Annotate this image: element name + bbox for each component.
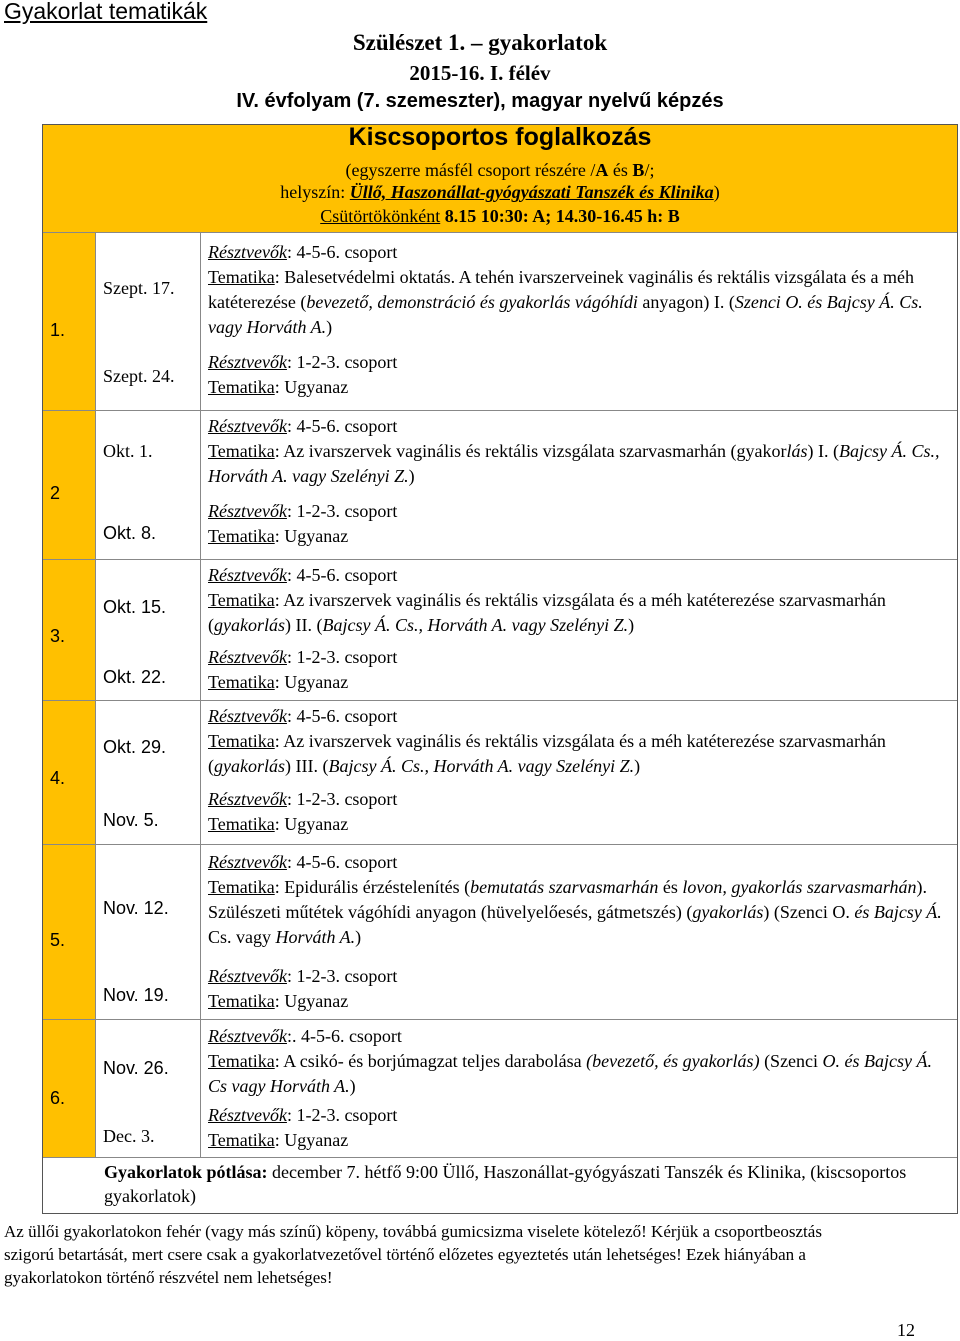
session-entry: Résztvevők: 1-2-3. csoport Tematika: Ugyanaz (208, 789, 398, 834)
session-entry: Résztvevők: 1-2-3. csoport Tematika: Ugyanaz (208, 1105, 398, 1150)
page-number: 12 (897, 1320, 915, 1340)
banner-location-line: helyszín: Üllő, Haszonállat-gyógyászati Tanszék és Klinika) (280, 182, 720, 202)
row-divider (43, 1019, 957, 1020)
week-number: 1. (50, 320, 66, 340)
session-date: Okt. 29. (103, 737, 167, 757)
banner-title: Kiscsoportos foglalkozás (348, 123, 652, 151)
session-date: Nov. 12. (103, 898, 169, 918)
session-entry: Résztvevők: 4-5-6. csoport Tematika: Az ivarszervek vaginális és rektális vizsgálata és a méh katéterezése szarvasmarhán (gyakorlás) III. (Bajcsy Á. Cs., Horváth A. vagy Szelényi Z.) (208, 706, 886, 776)
session-date: Okt. 8. (103, 523, 157, 543)
session-entry: Résztvevők:. 4-5-6. csoport Tematika: A csikó- és borjúmagzat teljes darabolása (bevezető, és gyakorlás) (Szenci O. és Bajcsy Á. Cs vagy Horváth A.) (208, 1026, 933, 1096)
session-date: Nov. 19. (103, 985, 169, 1005)
session-date: Dec. 3. (103, 1126, 155, 1146)
session-entry: Résztvevők: 4-5-6. csoport Tematika: Az ivarszervek vaginális és rektális vizsgálata és a méh katéterezése szarvasmarhán (gyakorlás) II. (Bajcsy Á. Cs., Horváth A. vagy Szelényi Z.) (208, 565, 886, 635)
session-date: Nov. 26. (103, 1058, 169, 1078)
session-entry: Résztvevők: 4-5-6. csoport Tematika: Az ivarszervek vaginális és rektális vizsgálata szarvasmarhán (gyakorlás) I. (Bajcsy Á. Cs., Horváth A. vagy Szelényi Z.) (208, 416, 940, 486)
session-date: Okt. 22. (103, 667, 167, 687)
row-divider (43, 1157, 957, 1158)
session-date: Szept. 24. (103, 366, 175, 386)
session-date: Okt. 15. (103, 597, 167, 617)
session-entry: Résztvevők: 1-2-3. csoport Tematika: Ugyanaz (208, 352, 398, 397)
banner-time-line: Csütörtökönként 8.15 10:30: A; 14.30-16.45 h: B (320, 206, 680, 226)
course-title: Szülészet 1. – gyakorlatok (352, 30, 608, 55)
banner-groups-line: (egyszerre másfél csoport részére /A és B/; (345, 160, 655, 180)
session-date: Okt. 1. (103, 441, 153, 461)
dress-code-notice: Az üllői gyakorlatokon fehér (vagy más színű) köpeny, továbbá gumicsizma viselete kötelező! Kérjük a csoportbeosztás szigorú betartását, mert csere csak a gyakorlatvezetővel történő előzetes egyeztetés után lehetséges! Ezek hiányában a gyakorlatokon történő részvétel nem lehetséges! (4, 1222, 822, 1287)
row-divider (43, 410, 957, 411)
makeup-note: Gyakorlatok pótlása: december 7. hétfő 9:00 Üllő, Haszonállat-gyógyászati Tanszék és Klinika, (kiscsoportos gyakorlatok) (104, 1162, 907, 1206)
week-number: 6. (50, 1088, 66, 1108)
session-date: Szept. 17. (103, 278, 175, 298)
session-entry: Résztvevők: 1-2-3. csoport Tematika: Ugyanaz (208, 501, 398, 546)
session-entry: Résztvevők: 1-2-3. csoport Tematika: Ugyanaz (208, 647, 398, 692)
week-number: 3. (50, 626, 66, 646)
row-divider (43, 700, 957, 701)
week-number: 2 (50, 483, 61, 503)
row-divider (43, 232, 957, 233)
session-date: Nov. 5. (103, 810, 159, 830)
session-entry: Résztvevők: 1-2-3. csoport Tematika: Ugyanaz (208, 966, 398, 1011)
session-entry: Résztvevők: 4-5-6. csoport Tematika: Epidurális érzéstelenítés (bemutatás szarvasmarhán és lovon, gyakorlás szarvasmarhán). Szülészeti műtétek vágóhídi anyagon (hüvelyelőesés, gátmetszés) (gyakorlás) (Szenci O. és Bajcsy Á. Cs. vagy Horváth A.) (208, 852, 942, 947)
row-divider (43, 559, 957, 560)
week-number: 4. (50, 768, 66, 788)
semester-line: 2015-16. I. félév (409, 61, 551, 85)
row-divider (43, 844, 957, 845)
section-title: Gyakorlat tematikák (4, 0, 208, 24)
session-entry: Résztvevők: 4-5-6. csoport Tematika: Balesetvédelmi oktatás. A tehén ivarszerveinek vaginális és rektális vizsgálata és a méh katéterezése (bevezető, demonstráció és gyakorlás vágóhídi anyagon) I. (Szenci O. és Bajcsy Á. Cs. vagy Horváth A.) (208, 242, 923, 337)
cohort-line: IV. évfolyam (7. szemeszter), magyar nyelvű képzés (236, 90, 724, 112)
week-number: 5. (50, 930, 66, 950)
